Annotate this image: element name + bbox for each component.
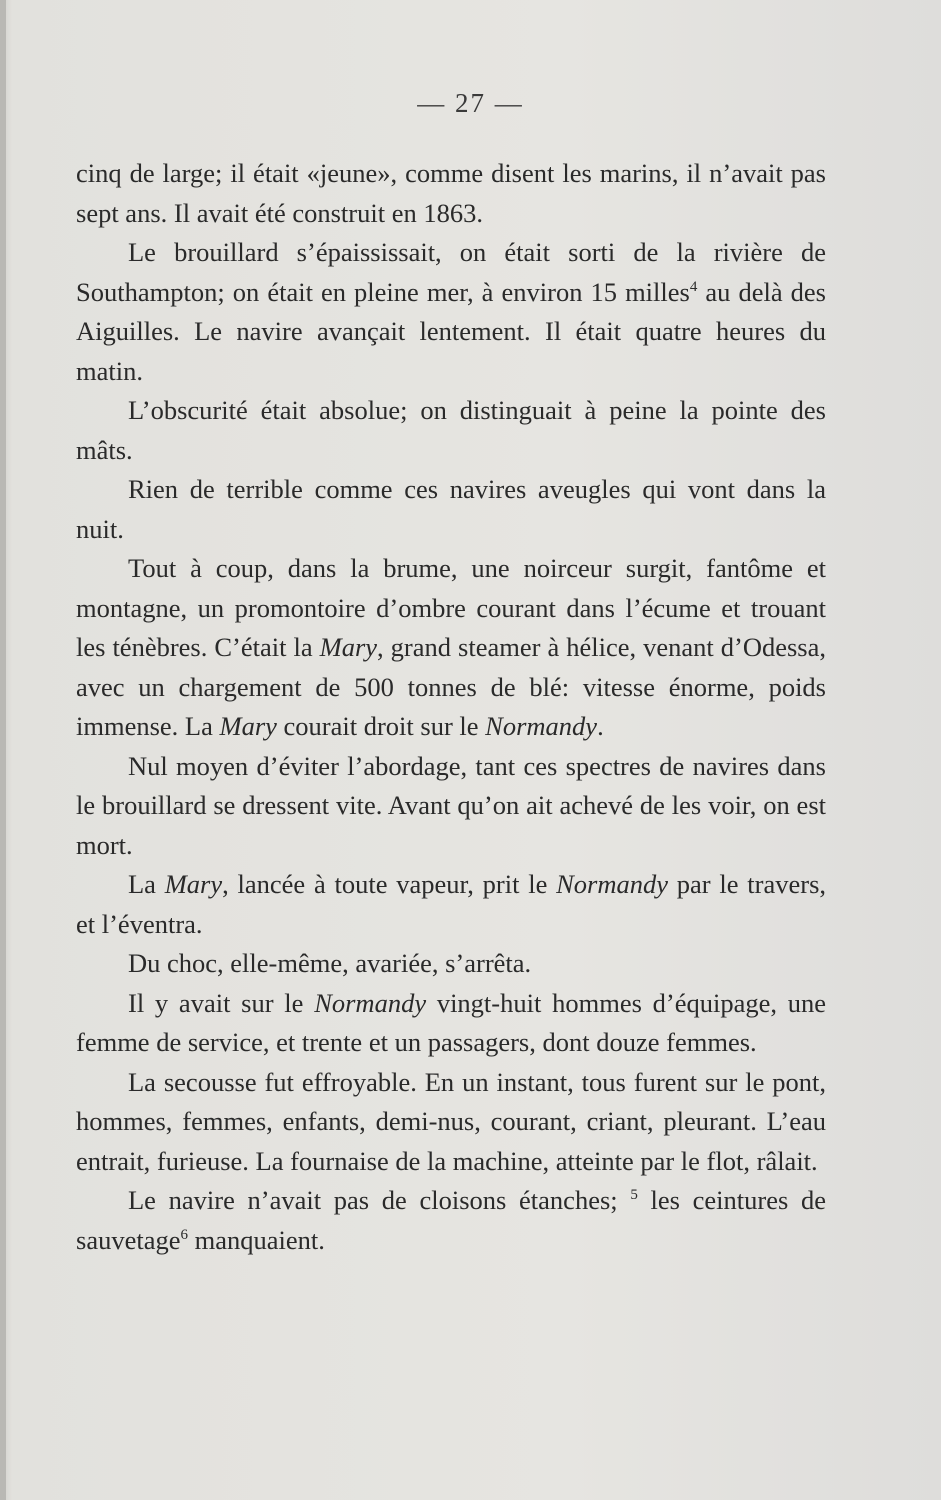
footnote-marker: 5 [630,1187,638,1203]
paragraph [76,944,826,984]
text-run: Le navire n’avait pas de cloisons étanches; [128,1185,631,1215]
text-run: vingt-huit hommes d’équipage, une femme de service, et trente et un passagers, dont douze femmes. [76,987,826,1057]
paragraph [76,1063,826,1182]
body-text [76,154,826,1260]
footnote-marker: 6 [180,1226,188,1243]
paragraph [76,984,826,1063]
footnote-marker: 4 [689,278,698,295]
text-run: L’obscurité était absolue; on distinguait à peine la pointe des mâts. [76,395,826,465]
text-run: par le travers, et l’éventra. [76,869,827,939]
paragraph [76,865,826,944]
paragraph [76,154,826,233]
italic-text: Mary [219,711,277,741]
italic-text: Mary [319,632,378,662]
page-edge [0,0,6,1500]
page-number: — 27 — [417,88,524,118]
paragraph [76,1181,826,1260]
italic-text: Normandy [556,869,669,899]
text-run: La secousse fut effroyable. En un instant, tous furent sur le pont, hommes, femmes, enfants, demi-nus, courant, criant, pleurant. L’eau entrait, furieuse. La fournaise de la machine, atteinte par le flot, râlait. [76,1066,826,1176]
text-run: . [597,711,604,741]
text-run: cinq de large; il était «jeune», comme disent les marins, il n’avait pas sept ans. Il avait été construit en 1863. [76,158,826,228]
text-run: La [128,869,165,899]
paragraph [76,549,826,747]
paragraph [76,233,826,391]
text-run: au delà des Aiguilles. Le navire avançait lentement. Il était quatre heures du matin. [76,276,826,386]
text-run: courait droit sur le [276,711,486,741]
text-run: Du choc, elle-même, avariée, s’arrêta. [128,948,532,978]
italic-text: Normandy [485,711,598,741]
text-run: Tout à coup, dans la brume, une noirceur surgit, fantôme et montagne, un promontoire d’ombre courant dans l’écume et trouant les ténèbres. C’était la [76,553,826,662]
paragraph [76,391,826,470]
text-run: les ceintures de sauvetage [76,1185,826,1255]
text-run: Il y avait sur le [128,987,315,1018]
text-run: Rien de terrible comme ces navires aveugles qui vont dans la nuit. [76,474,826,544]
text-run: Le brouillard s’épaississait, on était sorti de la rivière de Southampton; on était en pleine mer, à environ 15 milles [76,237,826,307]
text-run: , lancée à toute vapeur, prit le [222,869,557,899]
italic-text: Mary [164,869,223,899]
paragraph [76,747,826,866]
text-run: manquaient. [187,1224,325,1255]
text-run: , grand steamer à hélice, venant d’Odessa, avec un chargement de 500 tonnes de blé: vitesse énorme, poids immense. La [76,632,826,741]
paragraph [76,470,826,549]
text-run: Nul moyen d’éviter l’abordage, tant ces spectres de navires dans le brouillard se dressent vite. Avant qu’on ait achevé de les voir, on est mort. [76,750,826,860]
italic-text: Normandy [314,987,427,1018]
